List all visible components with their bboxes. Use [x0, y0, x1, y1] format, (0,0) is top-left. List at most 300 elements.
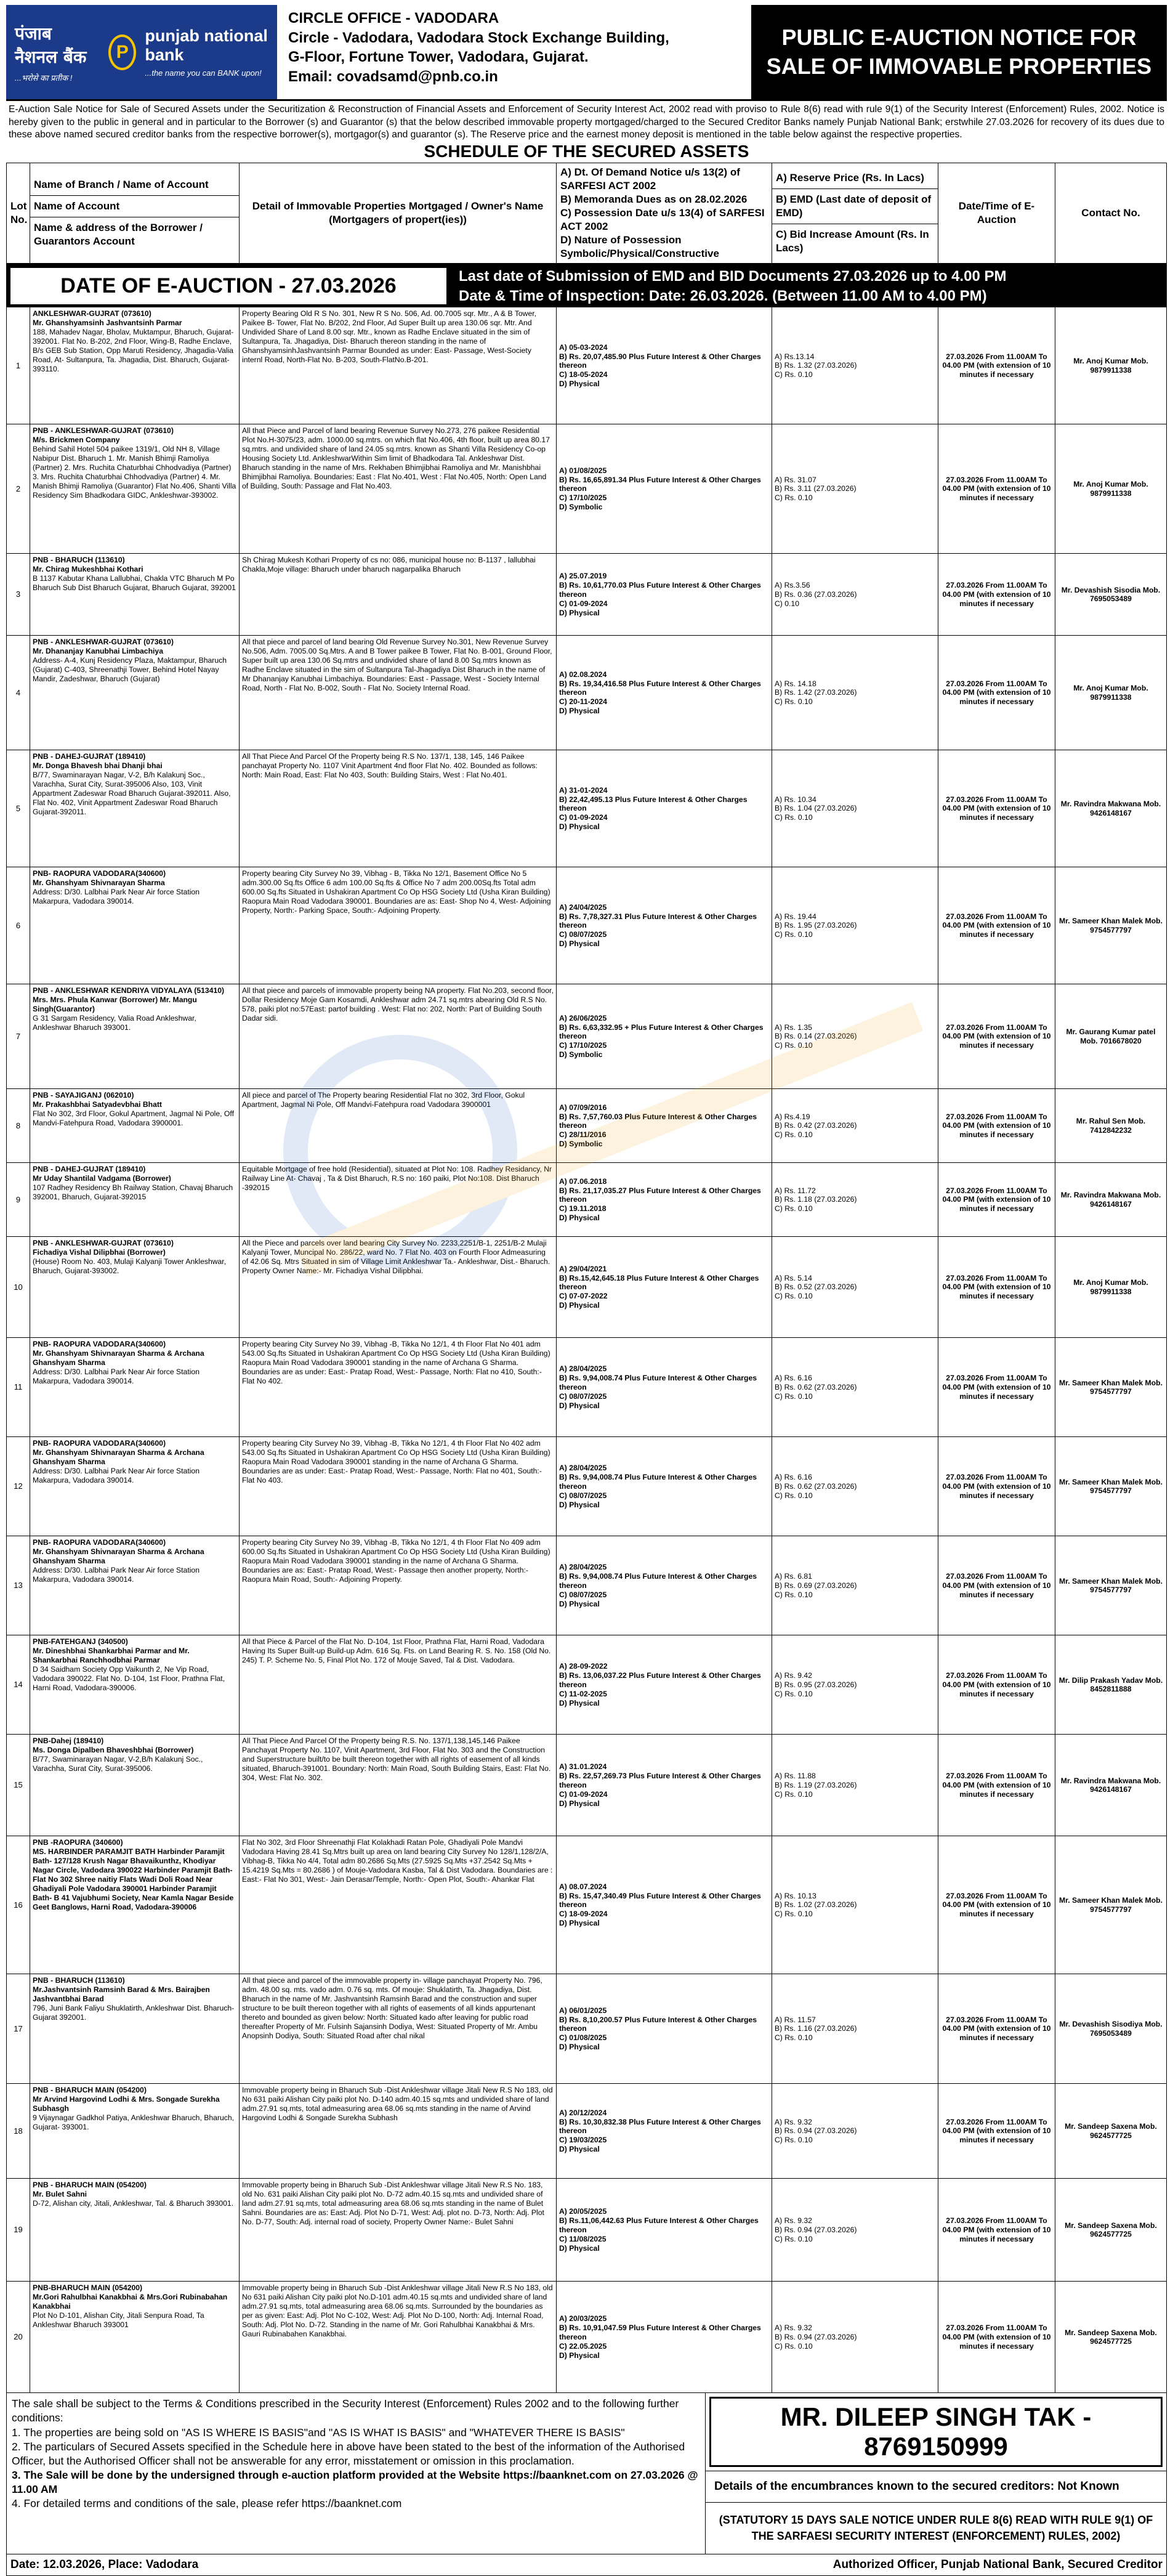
reserve-line: A) Rs.13.14 — [775, 352, 815, 361]
reserve-cell — [772, 1836, 938, 1974]
borrower-address: Behind Sahil Hotel 504 paikee 1319/1, Old NH 8, Village Nabipur Dist. Bharuch 1. Mr. Manish Bhimji Ramoliya (Partner) 2. Mrs. Ruchita Chaturbhai Chhodvadiya (Partner) 3. Mrs. Ruchita Chaturbhai Chhodvadiya (Partner) 4. Mr. Manish Bhimji Ramoliya (Guarantor) Flat No.406, Shanti Villa Residency Sim Bhadkodara GIDC, Ankleshwar-393002. — [33, 445, 236, 500]
demand-line: B) Rs. 10,30,832.38 Plus Future Interest & Other Charges thereon — [559, 2117, 761, 2136]
demand-line: C) 11/08/2025 — [559, 2234, 607, 2243]
reserve-line: C) Rs. 0.10 — [775, 1590, 813, 1599]
table-row — [7, 1735, 1167, 1836]
col-property: Detail of Immovable Properties Mortgaged / Owner's Name (Mortgagers of propert(ies)) — [240, 163, 557, 264]
table-row — [7, 554, 1167, 636]
col-bid-increase: C) Bid Increase Amount (Rs. In Lacs) — [776, 229, 929, 254]
reserve-line: A) Rs. 10.13 — [775, 1891, 816, 1900]
col-borrower: Name & address of the Borrower / Guarantors Account — [34, 222, 203, 248]
lot-number: 5 — [7, 750, 30, 867]
reserve-line: A) Rs. 6.16 — [775, 1473, 812, 1482]
reserve-line: B) Rs. 0.62 (27.03.2026) — [775, 1382, 857, 1391]
demand-line: B) Rs. 9,94,008.74 Plus Future Interest & Other Charges thereon — [559, 1572, 757, 1590]
demand-line: D) Physical — [559, 2243, 600, 2253]
table-row — [7, 984, 1167, 1089]
contact-number: Mr. Sandeep Saxena Mob. 9624577725 — [1055, 2282, 1167, 2393]
demand-cell — [557, 636, 772, 750]
date-place: Date: 12.03.2026, Place: Vadodara — [10, 2558, 199, 2571]
property-detail: Immovable property being in Bharuch Sub -Dist Ankleshwar village Jitali New R.S No. 183, old No. 631 paiki Alishan City paiki plot No. D-72 adm.40.15 sq.mts and undivided share of land adm.27.91 sq.mts, total admeasuring area 68.06 sq.mts standing in the name of Bulet Sahni. Boundaries are as: East: Adj. Plot No D-71, West: Adj. plot no. D-73, North: Adj. Plot No. D-77, South: Adj. internal road of society, Property Owner Name:- Bulet Sahni — [240, 2179, 557, 2282]
reserve-line: A) Rs. 1.35 — [775, 1023, 812, 1032]
demand-line: D) Physical — [559, 2043, 600, 2052]
demand-line: C) 22.05.2025 — [559, 2341, 607, 2351]
borrower-cell — [30, 1437, 240, 1536]
lot-number: 15 — [7, 1735, 30, 1836]
account-name: Mr. Ghanshyam Shivnarayan Sharma & Archana Ghanshyam Sharma — [33, 1547, 204, 1566]
office-line: CIRCLE OFFICE - VADODARA — [288, 10, 499, 26]
table-row — [7, 1089, 1167, 1163]
demand-line: B) Rs. 10,61,770.03 Plus Future Interest & Other Charges thereon — [559, 581, 761, 599]
branch-name: PNB- RAOPURA VADODARA(340600) — [33, 1439, 166, 1448]
lot-number: 17 — [7, 1974, 30, 2084]
demand-line: B) Rs.15,42,645.18 Plus Future Interest & Other Charges thereon — [559, 1273, 759, 1292]
borrower-cell — [30, 1237, 240, 1338]
borrower-cell — [30, 1536, 240, 1635]
reserve-cell — [772, 2084, 938, 2179]
contact-number: Mr. Ravindra Makwana Mob. 9426148167 — [1055, 1163, 1167, 1237]
demand-line: D) Physical — [559, 379, 600, 389]
table-row — [7, 1163, 1167, 1237]
reserve-line: B) Rs. 0.94 (27.03.2026) — [775, 2126, 857, 2136]
branch-name: PNB-Dahej (189410) — [33, 1736, 104, 1746]
reserve-line: C) Rs. 0.10 — [775, 2136, 813, 2145]
demand-line: B) Rs. 10,91,047.59 Plus Future Interest & Other Charges thereon — [559, 2323, 761, 2341]
borrower-cell — [30, 1163, 240, 1237]
reserve-line: A) Rs. 6.16 — [775, 1374, 812, 1383]
reserve-line: B) Rs. 0.36 (27.03.2026) — [775, 589, 857, 599]
property-detail: Property bearing City Survey No 39, Vibhag -B, Tikka No 12/1, 4 th Floor Flat No 402 adm 543.00 Sq.fts Situated in Ushakiran Apartment Co Op HSG Society Ltd (Usha Kiran Building) Raopura Main Road Vadodara 390001 standing in the name of Archana G Sharma. Boundaries are as under: East:- Pratap Road, West:- Passage, North: Flat no 401, South:- Flat No 403. — [240, 1437, 557, 1536]
reserve-line: C) Rs. 0.10 — [775, 370, 813, 379]
demand-line: D) Symbolic — [559, 503, 603, 512]
borrower-address: G 31 Sargam Residency, Valia Road Ankleshwar, Ankleshwar Bharuch 393001. — [33, 1014, 196, 1032]
reserve-cell — [772, 636, 938, 750]
secured-assets-table — [6, 307, 1167, 2393]
borrower-address: Flat No 302, 3rd Floor, Gokul Apartment, Jagmal Ni Pole, Off Mandvi-Fatehpura Road, Vadodara 3900001. — [33, 1109, 234, 1128]
office-line: G-Floor, Fortune Tower, Vadodara, Gujarat. — [288, 49, 589, 66]
demand-line: A) 24/04/2025 — [559, 902, 607, 912]
reserve-line: A) Rs. 14.18 — [775, 679, 816, 688]
borrower-address: B/77, Swaminarayan Nagar, V-2, B/h Kalakunj Soc., Varachha, Surat City, Surat-395006 Also, 103, Vinit Appartment Zadeswar Road Bharuch Gujarat-392011. Also, Flat No. 402, Vinit Appartment Zadeswar Road Bharuch Gujarat-392011. — [33, 771, 231, 816]
reserve-line: B) Rs. 1.16 (27.03.2026) — [775, 2024, 857, 2033]
branch-name: PNB - DAHEJ-GUJRAT (189410) — [33, 752, 146, 761]
demand-line: C) 17/10/2025 — [559, 1041, 607, 1050]
demand-line: D) Physical — [559, 1919, 600, 1928]
schedule-title: SCHEDULE OF THE SECURED ASSETS — [424, 141, 749, 161]
lot-number: 1 — [7, 307, 30, 424]
inspection-date: Date & Time of Inspection: Date: 26.03.2026. (Between 11.00 AM to 4.00 PM) — [459, 287, 987, 304]
borrower-address: Address: D/30. Lalbhai Park Near Air force Station Makarpura, Vadodara 390014. — [33, 1566, 200, 1584]
property-detail: All that Piece & Parcel of the Flat No. D-104, 1st Floor, Prathna Flat, Harni Road, Vadodara Having Its Super Built-up Build-up Adm. 616 Sq. Fts. on Land Bearing R. S. No. 158 (Old No. 245) T. P. Scheme No. 5, Final Plot No. 172 of Mouje Saved, Tal & Dist. Vadodara. — [240, 1635, 557, 1735]
demand-line: B) Rs. 22,57,269.73 Plus Future Interest & Other Charges thereon — [559, 1772, 761, 1789]
contact-number: Mr. Ravindra Makwana Mob. 9426148167 — [1055, 1735, 1167, 1836]
reserve-cell — [772, 984, 938, 1089]
property-detail: All That Piece And Parcel Of the Property being R.S No. 137/1, 138, 145, 146 Paikee panchayat Property No. 1107 Vinit Apartment 4nd floor Flat No. 402. Bounded as follows: North: Main Road, East: Flat No 403, South: Building Stairs, West : Flat No.401. — [240, 750, 557, 867]
demand-line: B) Rs. 21,17,035.27 Plus Future Interest & Other Charges thereon — [559, 1186, 761, 1204]
borrower-cell — [30, 424, 240, 554]
auction-time: 27.03.2026 From 11.00AM To 04.00 PM (with extension of 10 minutes if necessary — [938, 1536, 1055, 1635]
reserve-line: A) Rs. 9.32 — [775, 2323, 812, 2333]
account-name: Ms. Donga Dipalben Bhaveshbhai (Borrower) — [33, 1746, 194, 1755]
demand-cell — [557, 1974, 772, 2084]
encumbrance-note: Details of the encumbrances known to the secured creditors: Not Known — [706, 2471, 1166, 2502]
demand-cell — [557, 867, 772, 984]
branch-name: PNB -RAOPURA (340600) — [33, 1838, 123, 1847]
reserve-line: C) Rs. 0.10 — [775, 1130, 813, 1140]
auction-time: 27.03.2026 From 11.00AM To 04.00 PM (with extension of 10 minutes if necessary — [938, 1163, 1055, 1237]
demand-cell — [557, 2084, 772, 2179]
demand-line: D) Physical — [559, 1401, 600, 1410]
borrower-cell — [30, 636, 240, 750]
property-detail: Property bearing City Survey No 39, Vibhag - B, Tikka No 12/1, Basement Office No 5 adm.300.00 Sq.fts Office 6 adm 100.00 Sq.fts & Office No 7 adm 200.00Sq.fts Total adm 600.00 Sq.fts Situated in Ushakiran Apartment Co Op HSG Society Ltd (Usha Kiran Building) Raopura Main Road Vadodara 390001. Boundaries are as: East- Shop No 4, West- Adjoining Property, North:- Parking Space, South:- Adjoining Property. — [240, 867, 557, 984]
table-row — [7, 1536, 1167, 1635]
branch-name: PNB - ANKLESHWAR-GUJRAT (073610) — [33, 1239, 174, 1248]
reserve-line: B) Rs. 1.04 (27.03.2026) — [775, 804, 857, 813]
contact-number: Mr. Anoj Kumar Mob. 9879911338 — [1055, 1237, 1167, 1338]
demand-line: D) Physical — [559, 1301, 600, 1310]
contact-number: Mr. Sandeep Saxena Mob. 9624577725 — [1055, 2084, 1167, 2179]
reserve-line: C) Rs. 0.10 — [775, 2341, 813, 2351]
demand-line: C) 19.11.2018 — [559, 1204, 607, 1213]
auction-time: 27.03.2026 From 11.00AM To 04.00 PM (with extension of 10 minutes if necessary — [938, 1974, 1055, 2084]
demand-line: A) 20/12/2024 — [559, 2108, 607, 2117]
auction-time: 27.03.2026 From 11.00AM To 04.00 PM (with extension of 10 minutes if necessary — [938, 984, 1055, 1089]
demand-line: C) 01-09-2024 — [559, 813, 608, 822]
reserve-line: A) Rs. 6.81 — [775, 1572, 812, 1581]
contact-number: Mr. Devashish Sisodiya Mob. 7695053489 — [1055, 1974, 1167, 2084]
auction-time: 27.03.2026 From 11.00AM To 04.00 PM (with extension of 10 minutes if necessary — [938, 1437, 1055, 1536]
borrower-address: Address- A-4, Kunj Residency Plaza, Maktampur, Bharuch (Gujarat) C-403, Shreenathji Tower, Behind Hotel Nayay Mandir, Zadeshwar, Bharuch (Gujarat) — [33, 656, 227, 683]
reserve-line: B) Rs. 0.14 (27.03.2026) — [775, 1032, 857, 1041]
lot-number: 18 — [7, 2084, 30, 2179]
demand-line: A) 28-09-2022 — [559, 1662, 608, 1671]
demand-line: A) 05-03-2024 — [559, 342, 608, 352]
borrower-cell — [30, 1635, 240, 1735]
auction-time: 27.03.2026 From 11.00AM To 04.00 PM (with extension of 10 minutes if necessary — [938, 2282, 1055, 2393]
term-item: 1. The properties are being sold on "AS IS WHERE IS BASIS"and "AS IS WHAT IS BASIS" and "WHATEVER THERE IS BASIS" — [12, 2426, 625, 2439]
demand-line: C) 28/11/2016 — [559, 1130, 607, 1140]
lot-number: 9 — [7, 1163, 30, 1237]
demand-line: B) 22,42,495.13 Plus Future Interest & Other Charges thereon — [559, 795, 748, 813]
signature-line — [6, 2554, 1167, 2576]
auction-date-bar — [6, 264, 1167, 307]
col-lot: Lot No. — [7, 163, 30, 264]
demand-cell — [557, 750, 772, 867]
demand-cell — [557, 307, 772, 424]
contact-number: Mr. Gaurang Kumar patel Mob. 7016678020 — [1055, 984, 1167, 1089]
reserve-line: B) Rs. 1.42 (27.03.2026) — [775, 688, 857, 697]
borrower-cell — [30, 984, 240, 1089]
borrower-address: Address: D/30. Lalbhai Park Near Air force Station Makarpura, Vadodara 390014. — [33, 1367, 200, 1385]
demand-cell — [557, 2282, 772, 2393]
contact-number: Mr. Sameer Khan Malek Mob. 9754577797 — [1055, 1338, 1167, 1437]
account-name: Mr. Chirag Mukeshbhai Kothari — [33, 565, 143, 574]
reserve-line: A) Rs.3.56 — [775, 581, 810, 590]
col-branch: Name of Branch / Name of Account — [30, 174, 239, 196]
reserve-line: A) Rs. 9.32 — [775, 2117, 812, 2126]
demand-line: A) 08.07.2024 — [559, 1882, 607, 1891]
terms-intro: The sale shall be subject to the Terms & Conditions prescribed in the Security Interest (Enforcement) Rules 2002 and to the following further conditions: — [12, 2397, 679, 2424]
borrower-address: Address: D/30. Lalbhai Park Near Air force Station Makarpura, Vadodara 390014. — [33, 888, 200, 906]
demand-line: A) 29/04/2021 — [559, 1264, 607, 1273]
auction-time: 27.03.2026 From 11.00AM To 04.00 PM (with extension of 10 minutes if necessary — [938, 1237, 1055, 1338]
bank-hindi-tagline: ...भरोसे का प्रतीक ! — [15, 73, 73, 83]
auction-time: 27.03.2026 From 11.00AM To 04.00 PM (with extension of 10 minutes if necessary — [938, 1836, 1055, 1974]
property-detail: Flat No 302, 3rd Floor Shreenathji Flat Kolakhadi Ratan Pole, Ghadiyali Pole Mandvi Vadodara Having 28.41 Sq.Mtrs built up area on land bearing City Survey No 128/1,128/2/A, Vibhag-B, Tikka No 4/4, Total adm 80.2686 Sq.Mts (27.5925 Sq.Mts +37.2542 Sq.Mts + 15.4219 Sq.Mts = 80.2686 ) of Mouje-Vadodara Kasba, Tal & Dist Vadodara. Boundaries are : East:- Flat No 301, West:- Jain Derasar/Temple, North:- Open Plot, South:- Ahankar Flat — [240, 1836, 557, 1974]
property-detail: All that piece and parcel of land bearing Old Revenue Survey No.301, New Revenue Survey No.506, Adm. 7005.00 Sq.Mtrs. A and B Tower paikee B Tower, Flat No. B-001, Ground Floor, Super built up area 130.06 Sq.mtrs and undivided share of land 8.00 Sq.mtrs known as Radhe Enclave situated in the sim of Sultanpura Tal-Jhagadiya Dist Bharuch in the name of Mr Dhananjay Kanubhai Limbachiya. Boundaries: East - Passage, West - Society Internal Road, North - Flat No. B-002, South - Flat No. Society Internal Road. — [240, 636, 557, 750]
officer-name-phone: MR. DILEEP SINGH TAK - 8769150999 — [709, 2397, 1163, 2467]
demand-cell — [557, 554, 772, 636]
lot-number: 13 — [7, 1536, 30, 1635]
demand-cell — [557, 1437, 772, 1536]
demand-line: D) Physical — [559, 1698, 600, 1707]
table-row — [7, 750, 1167, 867]
office-line: Circle - Vadodara, Vadodara Stock Exchange Building, — [288, 29, 669, 46]
reserve-cell — [772, 750, 938, 867]
account-name: Mr. Ghanshyam Shivnarayan Sharma & Archana Ghanshyam Sharma — [33, 1349, 204, 1367]
account-name: Mr. Dineshbhai Shankarbhai Parmar and Mr. Shankarbhai Ranchhodbhai Parmar — [33, 1646, 190, 1665]
reserve-line: C) Rs. 0.10 — [775, 1789, 813, 1799]
demand-cell — [557, 1635, 772, 1735]
auction-time: 27.03.2026 From 11.00AM To 04.00 PM (with extension of 10 minutes if necessary — [938, 1338, 1055, 1437]
account-name: Mr Arvind Hargovind Lodhi & Mrs. Songade Surekha Subhasgh — [33, 2095, 220, 2113]
demand-line: D) Physical — [559, 608, 600, 617]
lot-number: 14 — [7, 1635, 30, 1735]
demand-line: B) Rs. 16,65,891.34 Plus Future Interest & Other Charges thereon — [559, 475, 761, 493]
branch-name: PNB - DAHEJ-GUJRAT (189410) — [33, 1165, 146, 1174]
demand-cell — [557, 1237, 772, 1338]
reserve-line: B) Rs. 3.11 (27.03.2026) — [775, 484, 857, 493]
demand-line: C) 01-09-2024 — [559, 1789, 608, 1799]
contact-number: Mr. Ravindra Makwana Mob. 9426148167 — [1055, 750, 1167, 867]
contact-number: Mr. Rahul Sen Mob. 7412842232 — [1055, 1089, 1167, 1163]
borrower-address: Address: D/30. Lalbhai Park Near Air force Station Makarpura, Vadodara 390014. — [33, 1467, 200, 1484]
demand-line: D) Physical — [559, 1799, 600, 1808]
reserve-line: A) Rs. 19.44 — [775, 912, 816, 921]
auction-time: 27.03.2026 From 11.00AM To 04.00 PM (with extension of 10 minutes if necessary — [938, 1635, 1055, 1735]
demand-line: D) Physical — [559, 1213, 600, 1223]
reserve-line: B) Rs. 0.42 (27.03.2026) — [775, 1121, 857, 1130]
account-name: Mr. Ghanshyam Shivnarayan Sharma & Archana Ghanshyam Sharma — [33, 1448, 204, 1467]
demand-line: A) 06/01/2025 — [559, 2006, 607, 2015]
demand-line: C) 11-02-2025 — [559, 1689, 607, 1698]
branch-name: PNB-FATEHGANJ (340500) — [33, 1637, 128, 1646]
property-detail: All piece and parcel of The Property bearing Residential Flat no 302, 3rd Floor, Gokul Apartment, Jagmal Ni Pole, Off Mandvi-Fatehpura road Vadodara 3900001 — [240, 1089, 557, 1163]
property-detail: Immovable property being in Bharuch Sub -Dist Ankleshwar village Jitali New R.S No 183, old No 631 paiki Alishan City paiki plot No.D-101 adm.40.15 sq.mts and undivided share of land adm.27.91 sq.mts, total admeasuring area 68.06 sq.mts. Surrounded by the boundaries as per as given: East: Adj. Plot No C-102, West: Adj. Plot No D-100, North: Adj. Internal Road, South: Adj. Plot No. D-72. Standing in the name of Mr. Gori Rahulbhai Kanakbhai & Mrs. Gauri Rubinabahen Kanakbhai. — [240, 2282, 557, 2393]
demand-line: D) Physical — [559, 2145, 600, 2154]
reserve-line: C) Rs. 0.10 — [775, 1910, 813, 1919]
contact-number: Mr. Sameer Khan Malek Mob. 9754577797 — [1055, 1437, 1167, 1536]
demand-line: B) Rs. 19,34,416.58 Plus Future Interest & Other Charges thereon — [559, 679, 761, 697]
branch-name: PNB- RAOPURA VADODARA(340600) — [33, 1340, 166, 1349]
reserve-cell — [772, 1089, 938, 1163]
col-contact: Contact No. — [1055, 163, 1167, 264]
auction-time: 27.03.2026 From 11.00AM To 04.00 PM (with extension of 10 minutes if necessary — [938, 2179, 1055, 2282]
property-detail: Equitable Mortgage of free hold (Residential), situated at Plot No: 108. Radhey Residancy, Nr Railway Line At- Chavaj , Ta & Dist Bharuch, R.S no: 160 paiki, Plot No:108. Dist Bharuch -392015 — [240, 1163, 557, 1237]
demand-line: C) 08/07/2025 — [559, 1491, 607, 1500]
lot-number: 11 — [7, 1338, 30, 1437]
auction-time: 27.03.2026 From 11.00AM To 04.00 PM (with extension of 10 minutes if necessary — [938, 2084, 1055, 2179]
property-detail: Property bearing City Survey No 39, Vibhag -B, Tikka No 12/1, 4 th Floor Flat No 409 adm 600.00 Sq.fts Situated in Ushakiran Apartment Co Op HSG Society Ltd (Usha Kiran Building) Raopura Main Road Vadodara 390001 standing in the name of Archana G Sharma. Boundaries are as: East:- Pratap Road, West:- Passage then another property, North:- Raopura Main Road, South:- Adjoining Property. — [240, 1536, 557, 1635]
borrower-address: 107 Radhey Residency Bh Railway Station, Chavaj Bharuch 392001, Bharuch, Gujarat-392015 — [33, 1183, 233, 1202]
auction-time: 27.03.2026 From 11.00AM To 04.00 PM (with extension of 10 minutes if necessary — [938, 867, 1055, 984]
contact-number: Mr. Devashish Sisodia Mob. 7695053489 — [1055, 554, 1167, 636]
contact-number: Mr. Anoj Kumar Mob. 9879911338 — [1055, 636, 1167, 750]
demand-cell — [557, 424, 772, 554]
demand-cell — [557, 984, 772, 1089]
reserve-cell — [772, 1237, 938, 1338]
reserve-line: C) Rs. 0.10 — [775, 2234, 813, 2243]
branch-name: PNB - ANKLESHWAR KENDRIYA VIDYALAYA (513410) — [33, 986, 225, 995]
table-row — [7, 867, 1167, 984]
demand-line: B) Rs.11,06,442.63 Plus Future Interest & Other Charges thereon — [559, 2216, 759, 2234]
demand-line: B) Rs. 6,63,332.95 + Plus Future Interest & Other Charges thereon — [559, 1023, 764, 1041]
property-detail: All that piece and parcels of immovable property being NA property. Flat No.203, second floor, Dollar Residency Moje Gam Kosamdi, Ankleshwar adm 24.71 sq.mtrs abearing Old R.S No. 578, paiki plot no:57East: partof building . West: Flat no: 202, North: Part of Building South Dadar sidi. — [240, 984, 557, 1089]
demand-line: A) 28/04/2025 — [559, 1563, 607, 1572]
demand-line: A) 26/06/2025 — [559, 1013, 607, 1023]
reserve-line: C) Rs. 0.10 — [775, 930, 813, 939]
property-detail: Immovable property being in Bharuch Sub -Dist Ankleshwar village Jitali New R.S No 183, old No 631 paiki Alishan City paiki plot No. D-140 adm.40.15 sq.mts and undivided share of land adm.27.91 sq.mts, total admeasuring area 68.06 sq.mts standing in the name of Arvind Hargovind Lodhi & Songade Surekha Subhash — [240, 2084, 557, 2179]
lot-number: 3 — [7, 554, 30, 636]
demand-line: A) 20/05/2025 — [559, 2207, 607, 2216]
reserve-cell — [772, 307, 938, 424]
auction-time: 27.03.2026 From 11.00AM To 04.00 PM (with extension of 10 minutes if necessary — [938, 636, 1055, 750]
borrower-address: 796, Juni Bank Faliyu Shuklatirth, Ankleshwar Dist. Bharuch-Gujarat 392001. — [33, 2004, 235, 2022]
borrower-cell — [30, 1974, 240, 2084]
terms-conditions — [7, 2393, 706, 2553]
branch-name: ANKLESHWAR-GUJRAT (073610) — [33, 309, 151, 318]
reserve-line: B) Rs. 0.95 (27.03.2026) — [775, 1680, 857, 1689]
account-name: Mr Uday Shantilal Vadgama (Borrower) — [33, 1174, 171, 1183]
account-name: Fichadiya Vishal Dilipbhai (Borrower) — [33, 1248, 166, 1257]
auction-time: 27.03.2026 From 11.00AM To 04.00 PM (with extension of 10 minutes if necessary — [938, 554, 1055, 636]
branch-name: PNB - ANKLESHWAR-GUJRAT (073610) — [33, 638, 174, 647]
borrower-address: (House) Room No. 403, Mulaji Kalyanji Tower Ankleshwar, Bharuch, Gujarat-393002. — [33, 1257, 227, 1276]
demand-line: B) Rs. 20,07,485.90 Plus Future Interest & Other Charges thereon — [559, 352, 761, 370]
auction-time: 27.03.2026 From 11.00AM To 04.00 PM (with extension of 10 minutes if necessary — [938, 307, 1055, 424]
borrower-address: B/77, Swaminarayan Nagar, V-2,B/h Kalakunj Soc., Varachha, Surat City, Surat-395006. — [33, 1755, 203, 1773]
property-detail: All that Piece and Parcel of land bearing Revenue Survey No.273, 276 paikee Residential Plot No.H-3075/23, adm. 1000.00 sq.mtrs. on which flat No.406, 4th floor, built up area 80.17 sq.mtrs. and undivided share of land 24.05 sq.mtrs. known as Shanti Villa Residency Co-op Housing Society Ltd. AnkleshwarWithin Sim limit of Bhadkodara Tal. Ankleshwar Dist. Bharuch standing in the name of Mrs. Rekhaben Bhimjibhai Ramoliya and Mr. Manishbhai Bhimjibhai Ramoliya. Boundaries: East : Flat No.401, West : Flat No.405, North: Open Land of Building, South: Passage and Flat No.403. — [240, 424, 557, 554]
borrower-cell — [30, 867, 240, 984]
account-name: M/s. Brickmen Company — [33, 435, 120, 445]
property-detail: All that piece and parcel of the immovable property in- village panchayat Property No. 796, adm. 48.00 sq. mts. vado adm. 0.76 sq. mts. Of mouje: Shuklatirth, Ta. Jhagadiya, Dist. Bharuch in the name of Mr. Jashvantsinh Ramsinh Barad and the construction and super structure to be built thereon together with all rights of easements of all kinds appurtenant thereto and bounded as given below: North: Situated kado after leaving for public road thereafter Property of Mr. Fulsinh Sajansinh Dodiya, West: Situated Property of Mr. Ambu Anopsinh Dodiya, South: Situated Road after chal nikal — [240, 1974, 557, 2084]
borrower-cell — [30, 750, 240, 867]
demand-line: C) 18-09-2024 — [559, 1910, 608, 1919]
demand-line: C) 18-05-2024 — [559, 370, 608, 379]
demand-line: B) Rs. 13,06,037.22 Plus Future Interest & Other Charges thereon — [559, 1671, 761, 1689]
auction-time: 27.03.2026 From 11.00AM To 04.00 PM (with extension of 10 minutes if necessary — [938, 750, 1055, 867]
emd-deadline: Last date of Submission of EMD and BID Documents 27.03.2026 up to 4.00 PM — [459, 268, 1007, 285]
reserve-line: C) Rs. 0.10 — [775, 1292, 813, 1301]
demand-line: C) 08/07/2025 — [559, 1590, 607, 1599]
borrower-cell — [30, 1735, 240, 1836]
reserve-line: B) Rs. 0.69 (27.03.2026) — [775, 1581, 857, 1590]
auction-time: 27.03.2026 From 11.00AM To 04.00 PM (with extension of 10 minutes if necessary — [938, 1735, 1055, 1836]
table-row — [7, 1437, 1167, 1536]
table-row — [7, 424, 1167, 554]
reserve-line: A) Rs. 11.57 — [775, 2015, 816, 2024]
intro-paragraph: E-Auction Sale Notice for Sale of Secured Assets under the Securitization & Reconstruction of Financial Assets and Enforcement of Security Interest Act, 2002 read with proviso to Rule 8(6) read with rule 9(1) of the Security Interest (Enforcement) Rules, 2002. Notice is hereby given to the public in general and in particular to the Borrower (s) and Guarantor (s) that the below described immovable property mortgaged/charged to the Secured Creditor Banks namely Punjab National Bank; erstwhile 27.03.2026 for recovery of its dues due to these above named secured creditor banks from the respective borrower(s), mortgagor(s) and guarantor (s). The Reserve price and the earnest money deposit is mentioned in the table below against the respective properties. — [9, 104, 1164, 140]
reserve-line: A) Rs.4.19 — [775, 1112, 810, 1121]
reserve-line: A) Rs. 11.88 — [775, 1772, 816, 1781]
contact-number: Mr. Sameer Khan Malek Mob. 9754577797 — [1055, 1836, 1167, 1974]
reserve-line: B) Rs. 0.52 (27.03.2026) — [775, 1282, 857, 1292]
reserve-line: A) Rs. 31.07 — [775, 475, 816, 484]
col-emd: B) EMD (Last date of deposit of EMD) — [772, 189, 938, 224]
contact-number: Mr. Anoj Kumar Mob. 9879911338 — [1055, 424, 1167, 554]
lot-number: 19 — [7, 2179, 30, 2282]
reserve-line: C) Rs. 0.10 — [775, 1041, 813, 1050]
branch-name: PNB- RAOPURA VADODARA(340600) — [33, 1538, 166, 1547]
demand-line: A) 28/04/2025 — [559, 1464, 607, 1473]
demand-line: C) 08/07/2025 — [559, 930, 607, 939]
demand-line: D) Physical — [559, 1500, 600, 1509]
borrower-cell — [30, 1338, 240, 1437]
contact-number: Mr. Dilip Prakash Yadav Mob. 8452811888 — [1055, 1635, 1167, 1735]
reserve-line: C) Rs. 0.10 — [775, 1491, 813, 1500]
reserve-line: A) Rs. 11.72 — [775, 1186, 816, 1195]
demand-cell — [557, 1536, 772, 1635]
branch-name: PNB - BHARUCH (113610) — [33, 556, 125, 565]
borrower-address: B 1137 Kabutar Khana Lallubhai, Chakla VTC Bharuch M Po Bharuch Sub Dist Bharuch Gujarat, Bharuch Gujarat, 392001 — [33, 574, 236, 593]
demand-line: A) 31-01-2024 — [559, 785, 608, 795]
reserve-cell — [772, 1536, 938, 1635]
reserve-cell — [772, 1437, 938, 1536]
demand-cell — [557, 1163, 772, 1237]
demand-line: A) 07/09/2016 — [559, 1103, 607, 1112]
contact-number: Mr. Sameer Khan Malek Mob. 9754577797 — [1055, 1536, 1167, 1635]
demand-line: D) Physical — [559, 939, 600, 949]
lot-number: 7 — [7, 984, 30, 1089]
reserve-line: B) Rs. 0.94 (27.03.2026) — [775, 2332, 857, 2341]
col-reserve-price: A) Reserve Price (Rs. In Lacs) — [772, 168, 938, 189]
table-row — [7, 1836, 1167, 1974]
property-detail: Property bearing City Survey No 39, Vibhag -B, Tikka No 12/1, 4 th Floor Flat No 401 adm 543.00 Sq.fts Situated in Ushakiran Apartment Co Op HSG Society Ltd (Usha Kiran Building) Raopura Main Road Vadodara 390001 standing in the name of Archana G Sharma. Boundaries are as under: East:- Pratap Road, West:- Passage, North: Flat no 410, South:- Flat No 402. — [240, 1338, 557, 1437]
bank-hindi-name: पंजाब नैशनल बैंक — [15, 23, 87, 67]
reserve-cell — [772, 1338, 938, 1437]
reserve-line: C) 0.10 — [775, 599, 799, 608]
reserve-cell — [772, 1974, 938, 2084]
demand-line: A) 01/08/2025 — [559, 466, 607, 475]
reserve-cell — [772, 554, 938, 636]
office-email: Email: covadsamd@pnb.co.in — [288, 68, 498, 86]
circle-office-address — [277, 5, 751, 99]
reserve-line: A) Rs. 10.34 — [775, 795, 816, 804]
borrower-cell — [30, 1836, 240, 1974]
term-item: 4. For detailed terms and conditions of the sale, please refer https://baanknet.com — [12, 2497, 402, 2510]
demand-line: D) Physical — [559, 1599, 600, 1608]
demand-line: B) Rs. 9,94,008.74 Plus Future Interest & Other Charges thereon — [559, 1473, 757, 1491]
borrower-cell — [30, 307, 240, 424]
table-row — [7, 636, 1167, 750]
property-detail: All the Piece and parcels over land bearing City Survey No. 2233,2251/B-1, 2251/B-2 Mulaji Kalyanji Tower, Muncipal No. 286/22, ward No. 7 Flat No. 403 on Fourth Floor Admeasuring of 42.06 Sq. Mtrs Situated in sim of Village Limit Ankleshwar Ta.- Ankleshwar, Dist.- Bharuch. Property Owner Name:- Mr. Fichadiya Vishal Dilipbhai. — [240, 1237, 557, 1338]
lot-number: 20 — [7, 2282, 30, 2393]
reserve-line: B) Rs. 1.19 (27.03.2026) — [775, 1780, 857, 1789]
demand-line: B) Rs. 15,47,340.49 Plus Future Interest & Other Charges thereon — [559, 1891, 761, 1910]
col-account: Name of Account — [30, 196, 239, 217]
demand-line: B) Rs. 7,57,760.03 Plus Future Interest & Other Charges thereon — [559, 1112, 757, 1130]
demand-line: A) 31.01.2024 — [559, 1762, 607, 1772]
reserve-cell — [772, 424, 938, 554]
demand-line: C) 01/08/2025 — [559, 2033, 607, 2043]
demand-line: C) 01-09-2024 — [559, 599, 608, 608]
demand-line: A) 07.06.2018 — [559, 1177, 607, 1186]
lot-number: 8 — [7, 1089, 30, 1163]
reserve-line: C) Rs. 0.10 — [775, 493, 813, 503]
reserve-line: C) Rs. 0.10 — [775, 1391, 813, 1401]
lot-number: 10 — [7, 1237, 30, 1338]
account-name: Mr. Prakashbhai Satyadevbhai Bhatt — [33, 1100, 162, 1109]
